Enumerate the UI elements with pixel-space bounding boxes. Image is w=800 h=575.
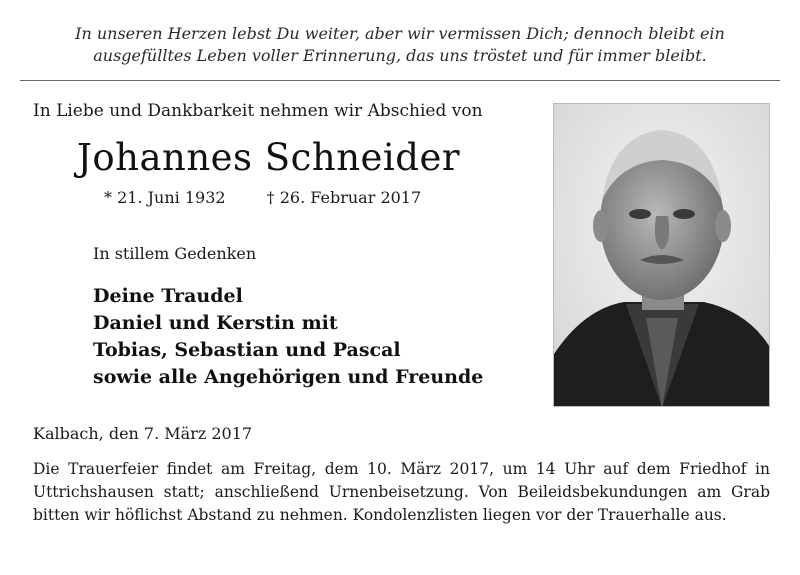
remembrance-heading: In stillem Gedenken xyxy=(93,244,257,263)
mourner-line: Tobias, Sebastian und Pascal xyxy=(93,339,401,361)
life-dates xyxy=(104,188,421,207)
service-notice-text: Die Trauerfeier findet am Freitag, dem 10. März 2017, um 14 Uhr auf dem Friedhof in Uttrichshausen statt; anschließend Urnenbeisetzung. Von Beileidsbekundungen am Grab bitten wir höflichst Abstand zu nehmen. Kondolenzlisten liegen vor der Trauerhalle aus. xyxy=(33,460,770,524)
intro-text: In Liebe und Dankbarkeit nehmen wir Abschied von xyxy=(33,101,483,121)
deceased-name: Johannes Schneider xyxy=(77,136,461,179)
quote-line-2: ausgefülltes Leben voller Erinnerung, das uns tröstet und für immer bleibt. xyxy=(93,46,707,65)
mourner-line: Daniel und Kerstin mit xyxy=(93,312,338,334)
divider xyxy=(20,80,780,81)
place-date: Kalbach, den 7. März 2017 xyxy=(33,424,253,443)
mourner-line: Deine Traudel xyxy=(93,285,243,307)
portrait-photo xyxy=(553,103,770,407)
mourner-line: sowie alle Angehörigen und Freunde xyxy=(93,366,484,388)
birth-date: * 21. Juni 1932 xyxy=(104,188,226,207)
quote-line-1: In unseren Herzen lebst Du weiter, aber wir vermissen Dich; dennoch bleibt ein xyxy=(75,24,725,43)
service-notice xyxy=(33,458,770,527)
death-date: † 26. Februar 2017 xyxy=(266,188,422,207)
